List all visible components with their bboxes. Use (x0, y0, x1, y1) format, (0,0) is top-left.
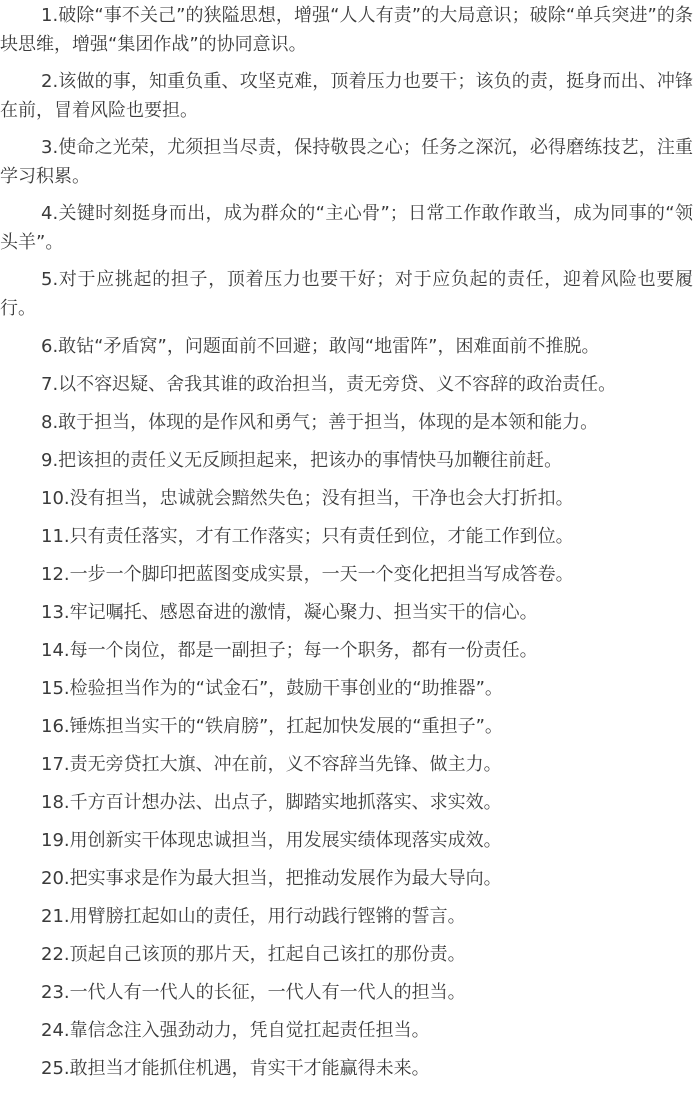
list-item: 9.把该担的责任义无反顾担起来，把该办的事情快马加鞭往前赶。 (41, 450, 563, 471)
list-item: 21.用臂膀扛起如山的责任，用行动践行铿锵的誓言。 (41, 906, 466, 927)
list-item: 17.责无旁贷扛大旗、冲在前，义不容辞当先锋、做主力。 (41, 754, 502, 775)
list-item: 13.牢记嘱托、感恩奋进的激情，凝心聚力、担当实干的信心。 (41, 602, 538, 623)
list-item: 1.破除“事不关己”的狭隘思想，增强“人人有责”的大局意识；破除“单兵突进”的条块思维，增强“集团作战”的协同意识。 (0, 5, 693, 55)
list-item: 6.敢钻“矛盾窝”，问题面前不回避；敢闯“地雷阵”，困难面前不推脱。 (41, 336, 600, 357)
list-item: 12.一步一个脚印把蓝图变成实景，一天一个变化把担当写成答卷。 (41, 564, 574, 585)
list-item: 16.锤炼担当实干的“铁肩膀”，扛起加快发展的“重担子”。 (41, 716, 503, 737)
list-item: 15.检验担当作为的“试金石”，鼓励干事创业的“助推器”。 (41, 678, 503, 699)
list-item: 4.关键时刻挺身而出，成为群众的“主心骨”；日常工作敢作敢当，成为同事的“领头羊”。 (0, 203, 693, 253)
list-item: 24.靠信念注入强劲动力，凭自觉扛起责任担当。 (41, 1020, 430, 1041)
list-item: 22.顶起自己该顶的那片天，扛起自己该扛的那份责。 (41, 944, 466, 965)
list-item: 8.敢于担当，体现的是作风和勇气；善于担当，体现的是本领和能力。 (41, 412, 599, 433)
list-item: 10.没有担当，忠诚就会黯然失色；没有担当，干净也会大打折扣。 (41, 488, 574, 509)
list-item: 11.只有责任落实，才有工作落实；只有责任到位，才能工作到位。 (41, 526, 574, 547)
list-item: 19.用创新实干体现忠诚担当，用发展实绩体现落实成效。 (41, 830, 502, 851)
list-item: 18.千方百计想办法、出点子，脚踏实地抓落实、求实效。 (41, 792, 502, 813)
list-item: 23.一代人有一代人的长征，一代人有一代人的担当。 (41, 982, 466, 1003)
list-item: 25.敢担当才能抓住机遇，肯实干才能赢得未来。 (41, 1058, 430, 1079)
list-item: 7.以不容迟疑、舍我其谁的政治担当，责无旁贷、义不容辞的政治责任。 (41, 374, 617, 395)
list-item: 14.每一个岗位，都是一副担子；每一个职务，都有一份责任。 (41, 640, 538, 661)
list-item: 3.使命之光荣，尤须担当尽责，保持敬畏之心；任务之深沉，必得磨练技艺，注重学习积累。 (0, 137, 693, 187)
list-item: 20.把实事求是作为最大担当，把推动发展作为最大导向。 (41, 868, 502, 889)
list-item: 2.该做的事，知重负重、攻坚克难，顶着压力也要干；该负的责，挺身而出、冲锋在前，冒着风险也要担。 (0, 71, 693, 121)
list-item: 5.对于应挑起的担子，顶着压力也要干好；对于应负起的责任，迎着风险也要履行。 (0, 269, 693, 319)
